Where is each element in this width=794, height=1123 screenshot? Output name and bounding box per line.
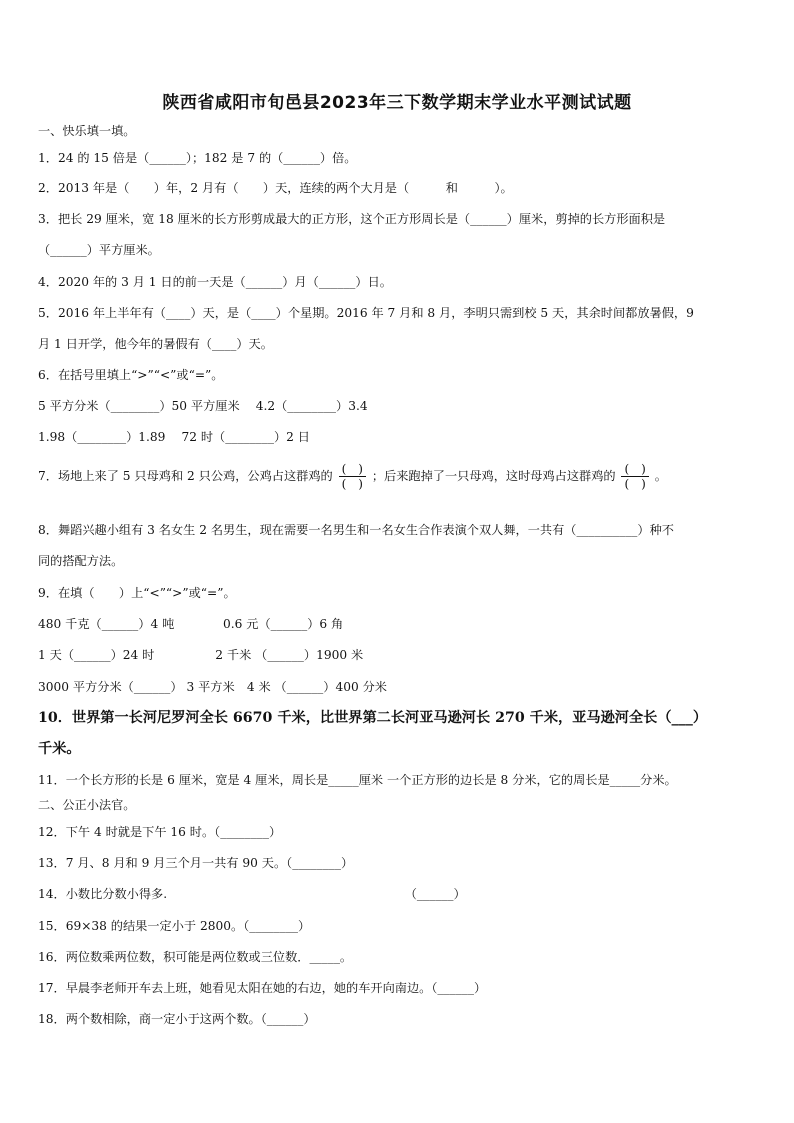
question-15: 15．69×38 的结果一定小于 2800。（________） bbox=[38, 919, 311, 933]
section-heading-2: 二、公正小法官。 bbox=[38, 798, 136, 812]
fraction-numerator: ( ) bbox=[339, 462, 366, 477]
question-5-line-2: 月 1 日开学，他今年的暑假有（____）天。 bbox=[38, 337, 273, 351]
fraction-denominator: ( ) bbox=[624, 477, 646, 491]
blank-fraction-1 bbox=[339, 462, 366, 491]
question-1: 1．24 的 15 倍是（______）；182 是 7 的（______）倍。 bbox=[38, 151, 357, 165]
question-2: 2．2013 年是（ ）年，2 月有（ ）天，连续的两个大月是（ 和 ）。 bbox=[38, 181, 513, 195]
section-heading-1: 一、快乐填一填。 bbox=[38, 124, 136, 138]
question-6-row-1: 5 平方分米（________）50 平方厘米 4.2（________）3.4 bbox=[38, 399, 368, 413]
question-3-line-2: （______）平方厘米。 bbox=[38, 243, 160, 257]
question-6: 6．在括号里填上“>”“<”或“=”。 bbox=[38, 368, 224, 382]
question-3-line-1: 3．把长 29 厘米，宽 18 厘米的长方形剪成最大的正方形，这个正方形周长是（______）厘米，剪掉的长方形面积是 bbox=[38, 212, 666, 226]
question-10-line-2: 千米。 bbox=[38, 741, 81, 757]
question-9: 9．在填（ ）上“<”“>”或“=”。 bbox=[38, 586, 236, 600]
question-9-row-1: 480 千克（______）4 吨 0.6 元（______）6 角 bbox=[38, 617, 344, 631]
question-12: 12．下午 4 时就是下午 16 时。（________） bbox=[38, 825, 282, 839]
question-18: 18．两个数相除，商一定小于这两个数。（______） bbox=[38, 1012, 316, 1026]
question-11: 11．一个长方形的长是 6 厘米，宽是 4 厘米，周长是_____厘米 一个正方形的边长是 8 分米，它的周长是_____分米。 bbox=[38, 773, 677, 787]
question-17: 17．早晨李老师开车去上班，她看见太阳在她的右边，她的车开向南边。（______） bbox=[38, 981, 487, 995]
question-10-line-1: 10．世界第一长河尼罗河全长 6670 千米，比世界第二长河亚马逊河长 270 千米，亚马逊河全长（___） bbox=[38, 710, 708, 726]
question-7-part-c: 。 bbox=[654, 469, 667, 483]
page-title: 陕西省咸阳市旬邑县2023年三下数学期末学业水平测试试题 bbox=[162, 93, 632, 113]
question-9-row-3: 3000 平方分米（______） 3 平方米 4 米 （______）400 分米 bbox=[38, 680, 387, 694]
question-7 bbox=[38, 462, 667, 491]
question-7-part-a: 7．场地上来了 5 只母鸡和 2 只公鸡，公鸡占这群鸡的 bbox=[38, 469, 333, 483]
blank-fraction-2 bbox=[621, 462, 648, 491]
question-6-row-2: 1.98（________）1.89 72 时（________）2 日 bbox=[38, 430, 310, 444]
question-16: 16．两位数乘两位数，积可能是两位数或三位数．_____。 bbox=[38, 950, 353, 964]
question-4: 4．2020 年的 3 月 1 日的前一天是（______）月（______）日。 bbox=[38, 275, 392, 289]
question-7-part-b: ；后来跑掉了一只母鸡，这时母鸡占这群鸡的 bbox=[371, 469, 616, 483]
question-14: 14．小数比分数小得多. （______） bbox=[38, 887, 466, 901]
question-9-row-2: 1 天（______）24 时 2 千米 （______）1900 米 bbox=[38, 648, 364, 662]
question-13: 13．7 月、8 月和 9 月三个月一共有 90 天。（________） bbox=[38, 856, 354, 870]
fraction-numerator: ( ) bbox=[621, 462, 648, 477]
question-8-line-2: 同的搭配方法。 bbox=[38, 554, 124, 568]
fraction-denominator: ( ) bbox=[341, 477, 363, 491]
question-5-line-1: 5．2016 年上半年有（____）天，是（____）个星期。2016 年 7 月和 8 月，李明只需到校 5 天，其余时间都放暑假，9 bbox=[38, 306, 694, 320]
question-8-line-1: 8．舞蹈兴趣小组有 3 名女生 2 名男生，现在需要一名男生和一名女生合作表演个双人舞，一共有（__________）种不 bbox=[38, 523, 674, 537]
